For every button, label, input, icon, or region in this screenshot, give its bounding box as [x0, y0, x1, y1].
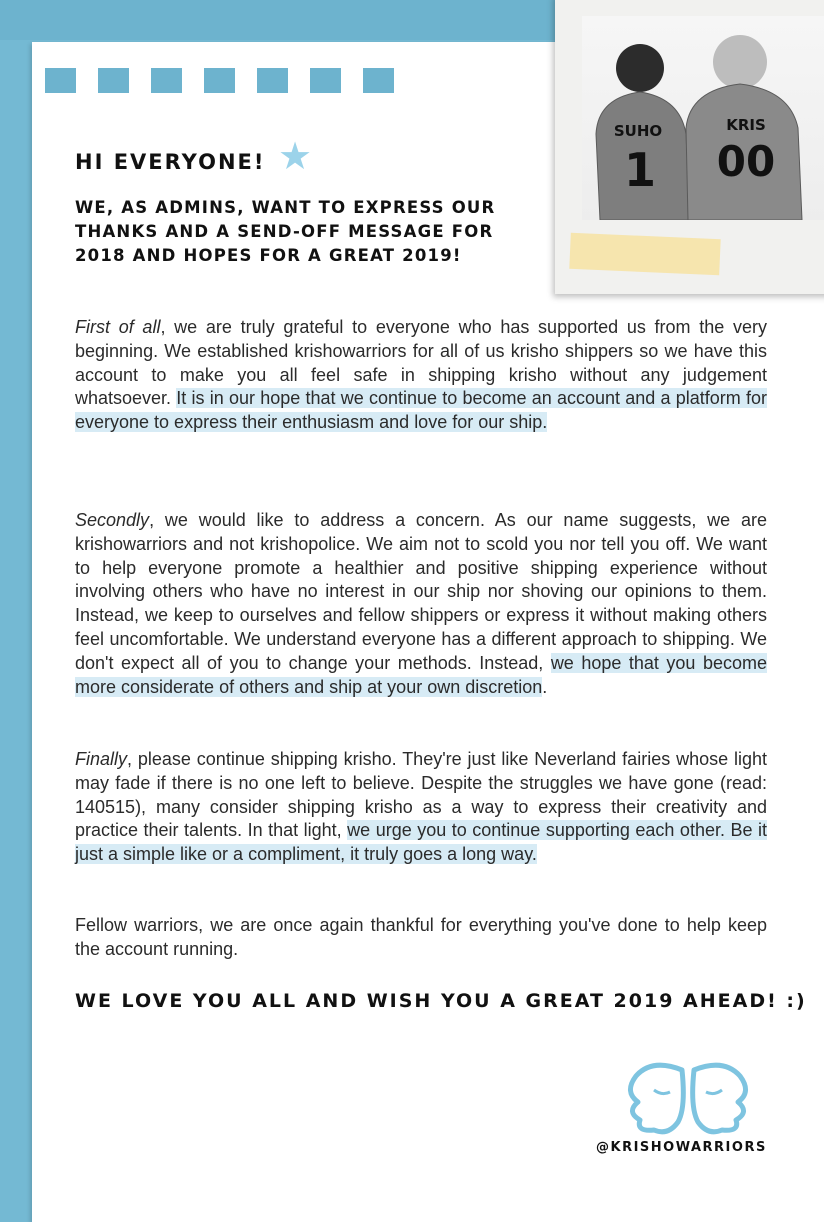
decorative-squares — [45, 68, 394, 93]
square — [257, 68, 288, 93]
paragraph-2-highlight: we hope that you become more considerate of others and ship at your own discretion — [75, 652, 767, 697]
square — [204, 68, 235, 93]
paragraph-2 — [75, 509, 767, 699]
wings-logo-icon — [624, 1062, 752, 1145]
account-handle: @KRISHOWARRIORS — [596, 1140, 767, 1155]
paragraph-2-lead: Secondly — [75, 510, 150, 530]
paragraph-1 — [75, 316, 767, 435]
photo — [582, 16, 824, 220]
paragraph-1-text: , we are truly grateful to everyone who has supported us from the very beginning. We established krishowarriors for all of us krisho shippers so we have this account to make you all feel safe in shipping krisho without any judgement whatsoever. — [75, 317, 768, 409]
left-jersey-name: SUHO — [613, 122, 663, 140]
paragraph-3 — [75, 748, 767, 867]
greeting: HI EVERYONE! — [75, 150, 266, 174]
square — [363, 68, 394, 93]
right-jersey-number: 00 — [716, 137, 776, 186]
paragraph-1-lead: First of all — [75, 317, 161, 337]
square — [98, 68, 129, 93]
square — [45, 68, 76, 93]
paragraph-3-text: , please continue shipping krisho. They're just like Neverland fairies whose light may fade if there is no one left to believe. Despite the struggles we have gone (read: 140515), many consider shipping krisho as a way to express their creativity and practice their talents. In that light, — [75, 749, 767, 841]
tape — [569, 233, 720, 276]
intro-heading: WE, AS ADMINS, WANT TO EXPRESS OUR THANKS AND A SEND-OFF MESSAGE FOR 2018 AND HOPES FOR A GREAT 2019! — [75, 198, 496, 265]
paragraph-4: Fellow warriors, we are once again thankful for everything you've done to help keep the account running. — [75, 915, 767, 959]
left-jersey-number: 1 — [623, 143, 657, 197]
paragraph-3-lead: Finally — [75, 749, 128, 769]
paragraph-1-highlight: It is in our hope that we continue to become an account and a platform for everyone to express their enthusiasm and love for our ship. — [75, 388, 767, 433]
paragraph-2-end: . — [542, 676, 548, 697]
star-icon: ★ — [278, 136, 313, 178]
paragraph-2-text: , we would like to address a concern. As our name suggests, we are krishowarriors and not krishopolice. We aim not to scold you nor tell you off. We want to help everyone promote a healthier and positive shipping experience without involving others who have no interest in our ship nor shoving our opinions to them. Instead, we keep to ourselves and fellow shippers or express it without making others feel uncomfortable. We understand everyone has a different approach to shipping. We don't expect all of you to change your methods. Instead, — [75, 510, 767, 673]
closing-message: WE LOVE YOU ALL AND WISH YOU A GREAT 2019 AHEAD! :) — [75, 990, 807, 1012]
photo-illustration — [582, 16, 824, 220]
paragraph-3-highlight: we urge you to continue supporting each other. Be it just a simple like or a compliment, it truly goes a long way. — [75, 820, 767, 865]
square — [151, 68, 182, 93]
right-jersey-name: KRIS — [726, 116, 766, 134]
square — [310, 68, 341, 93]
